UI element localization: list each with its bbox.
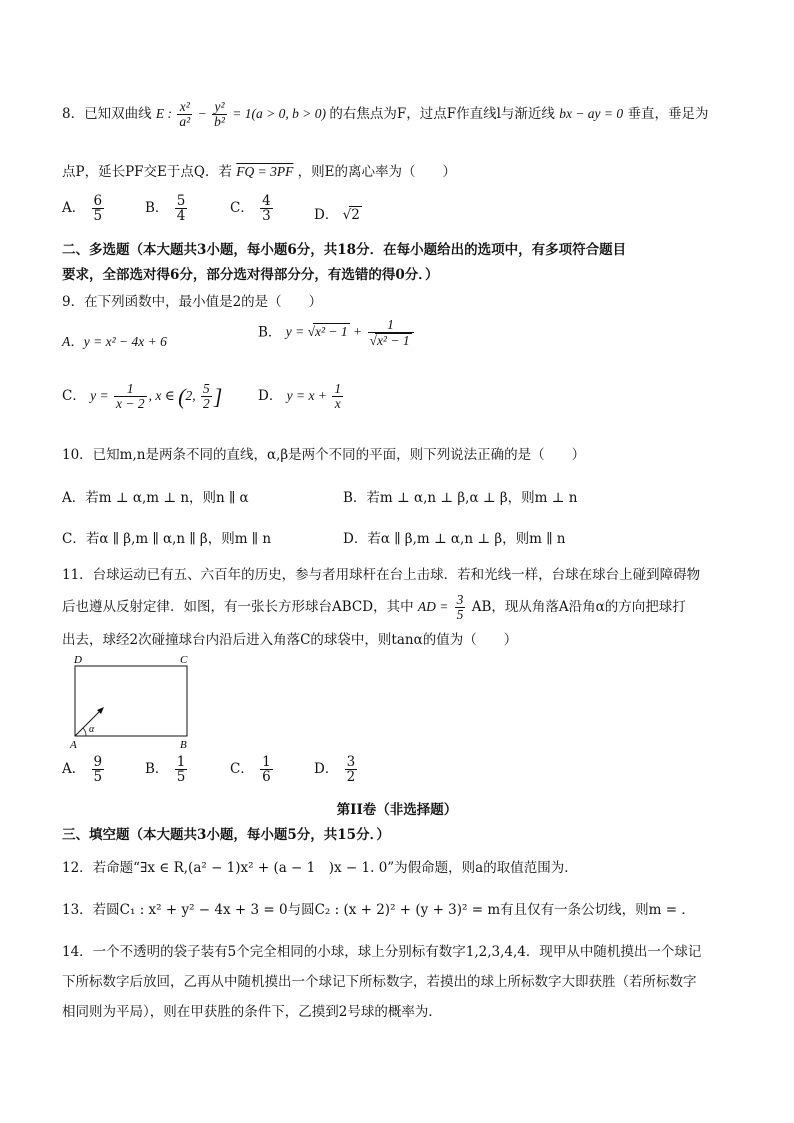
q9-option-d: D． y = x + $\frac{1}{x}$ [258,381,342,412]
q8-vector-condition: FQ = 3PF [236,164,294,179]
q8-option-c: C． $\frac{4}{3}$ [230,193,271,225]
q10-option-a: A．若m ⊥ α,m ⊥ n，则n ∥ α [62,490,249,506]
q10-option-c: C．若α ∥ β,m ∥ α,n ∥ β，则m ∥ n [62,531,272,547]
q8-option-d: D． √2 [314,207,360,223]
q11-option-b: B． $\frac{1}{5}$ [145,754,186,786]
q12: 12．若命题“∃x ∈ R,(a² − 1)x² + (a − 1 )x − 1. 0”为假命题，则a的取值范围为． [62,860,578,876]
q11-line3: 出去，球经2次碰撞球台内沿后进入角落C的球袋中，则tanα的值为（ ） [62,632,518,648]
q8-option-b: B． $\frac{5}{4}$ [145,193,186,225]
q14-line1: 14．一个不透明的袋子装有5个完全相同的小球，球上分别标有数字1,2,3,4,4．现甲从中随机摸出一个球记 [62,944,702,960]
q11-option-c: C． $\frac{1}{6}$ [230,754,271,786]
q9-option-b: B． y = √x² − 1 + $\frac{1}{\text{√x² − 1}}$ [258,318,416,348]
q10-option-b: B．若m ⊥ α,n ⊥ β,α ⊥ β，则m ⊥ n [343,490,578,506]
q9-stem: 9．在下列函数中，最小值是2的是（ ） [62,294,323,310]
q13: 13．若圆C₁ : x² + y² − 4x + 3 = 0与圆C₂ : (x + 2)² + (y + 3)² = m有且仅有一条公切线，则m = ． [62,902,695,918]
q11-line1: 11．台球运动已有五、六百年的历史，参与者用球杆在台上击球．若和光线一样，台球在球台上碰到障碍物 [62,567,701,583]
q8-line2 [62,160,456,180]
q8-option-a: A． $\frac{6}{5}$ [62,193,103,225]
q8-asymptote: bx − ay = 0 [559,105,624,121]
billiard-table-figure [64,650,204,752]
q8-line1 [62,100,708,129]
section2-line2: 要求，全部选对得6分，部分选对得部分分，有选错的得0分．） [62,267,439,283]
q10-option-d: D．若α ∥ β,m ⊥ α,n ⊥ β，则m ∥ n [343,531,566,547]
label-d: D [74,654,82,666]
q8-line2-end: ，则E的离心率为（ ） [297,164,457,180]
part2-title: 第II卷（非选择题） [336,802,458,818]
q11-option-d: D． $\frac{3}{2}$ [314,754,356,786]
section3-title: 三、填空题（本大题共3小题，每小题5分，共15分．） [62,827,390,843]
q8-mid: 的右焦点为F，过点F作直线l与渐近线 [329,105,555,122]
q8-end: 垂直，垂足为 [627,105,709,122]
q10-stem: 10．已知m,n是两条不同的直线，α,β是两个不同的平面，则下列说法正确的是（ ） [62,447,586,463]
q8-line2-pre: 点P，延长PF交E于点Q．若 [62,164,232,180]
section2-line1: 二、多选题（本大题共3小题，每小题6分，共18分．在每小题给出的选项中，有多项符合题目 [62,242,627,258]
q11-option-a: A． $\frac{9}{5}$ [62,754,103,786]
label-b: B [180,739,187,751]
q8-prefix: 8．已知双曲线 [62,105,152,122]
q11-line2: 后也遵从反射定律．如图，有一张长方形球台ABCD，其中 AD = $\frac{3}{5}$ AB，现从角落A沿角α的方向把球打 [62,592,686,623]
label-c: C [180,654,188,666]
q9-option-c: C． y = $\frac{1}{x - 2}$ , x ∈ (2, $\frac{5}{2}$ ] [62,381,223,412]
angle-arc [83,728,86,736]
q14-line2: 下所标数字后放回，乙再从中随机摸出一个球记下所标数字，若摸出的球上所标数字大即获胜（若所标数字 [62,974,697,990]
q9-option-a: A．y = x² − 4x + 6 [62,334,167,349]
q14-line3: 相同则为平局），则在甲获胜的条件下，乙摸到2号球的概率为． [62,1004,442,1020]
label-a: A [70,739,77,751]
label-alpha: α [89,724,95,735]
q8-curve-formula: E : $\frac{\text{x²}}{\text{a²}}$ − $\frac{\text{y²}}{\text{b²}}$ = 1(a > 0, b > 0) [155,99,330,130]
